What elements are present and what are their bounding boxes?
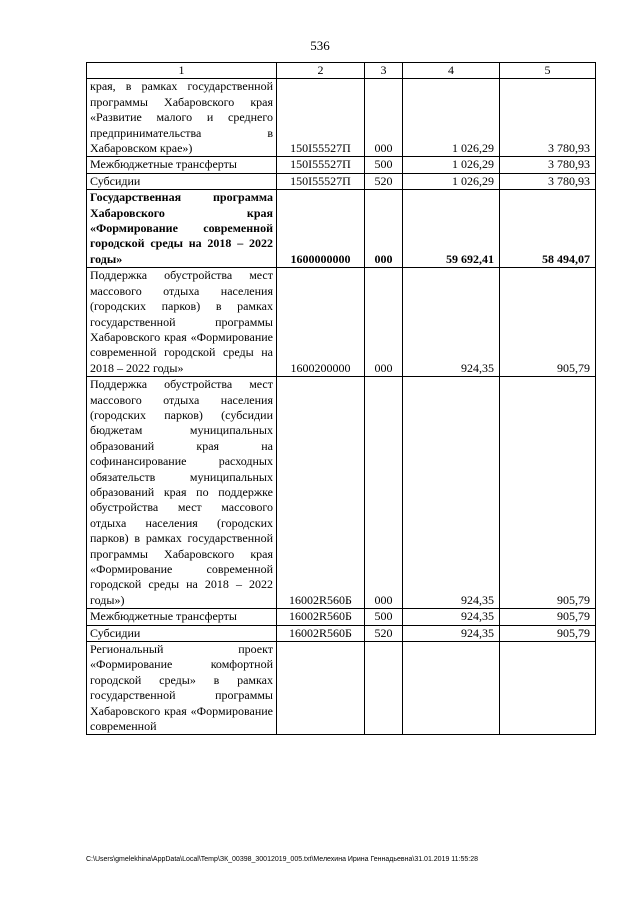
header-cell-3: 3 (365, 63, 403, 79)
row-name-text: Межбюджетные трансферты (90, 157, 237, 172)
row-value-2020-cell: 3 780,93 (500, 79, 596, 157)
row-type-cell: 520 (365, 625, 403, 641)
row-name-cell (87, 157, 277, 173)
row-value-2020-cell (500, 642, 596, 735)
row-name-cell (87, 173, 277, 189)
row-value-2019-cell: 924,35 (403, 609, 500, 625)
row-name-cell (87, 268, 277, 377)
row-value-2019-cell: 1 026,29 (403, 157, 500, 173)
header-cell-5: 5 (500, 63, 596, 79)
row-name-text: Субсидии (90, 625, 141, 640)
row-code-cell: 1600000000 (277, 190, 365, 268)
table-row (87, 609, 596, 625)
page-number: 536 (310, 38, 330, 53)
row-code-cell: 150I55527П (277, 173, 365, 189)
row-type-cell: 000 (365, 268, 403, 377)
row-value-2020-cell: 905,79 (500, 268, 596, 377)
row-name-cell (87, 377, 277, 609)
row-code-cell (277, 642, 365, 735)
row-name-text: Региональный проект «Формирование комфортной городской среды» в рамках государственной программы Хабаровского края «Формирование современной (90, 642, 273, 734)
row-value-2019-cell: 924,35 (403, 377, 500, 609)
row-name-text: Поддержка обустройства мест массового отдыха населения (городских парков) (субсидии бюджетам муниципальных образований края на софинансирование расходных обязательств муниципальных образований края по поддержке обустройства мест массового отдыха населения (городских парков) в рамках государственной программы Хабаровского края «Формирование современной городской среды на 2018 – 2022 годы») (90, 377, 273, 607)
row-value-2020-cell: 905,79 (500, 377, 596, 609)
row-name-text: Государственная программа Хабаровского края «Формирование современной городской среды на 2018 – 2022 годы» (90, 190, 273, 266)
row-value-2020-cell: 3 780,93 (500, 173, 596, 189)
row-code-cell: 16002R560Б (277, 625, 365, 641)
row-code-cell: 16002R560Б (277, 609, 365, 625)
row-value-2019-cell: 924,35 (403, 268, 500, 377)
row-name-cell (87, 642, 277, 735)
table-row (87, 642, 596, 735)
table-row (87, 625, 596, 641)
row-type-cell: 520 (365, 173, 403, 189)
row-code-cell: 16002R560Б (277, 377, 365, 609)
row-name-text: Межбюджетные трансферты (90, 609, 237, 624)
row-name-text: края, в рамках государственной программы Хабаровского края «Развитие малого и среднего предпринимательства в Хабаровском крае») (90, 79, 273, 156)
table-row (87, 268, 596, 377)
row-name-cell (87, 625, 277, 641)
row-type-cell: 500 (365, 609, 403, 625)
row-type-cell: 000 (365, 190, 403, 268)
header-cell-2: 2 (277, 63, 365, 79)
row-name-cell (87, 190, 277, 268)
row-name-text: Поддержка обустройства мест массового отдыха населения (городских парков) в рамках государственной программы Хабаровского края «Формирование современной городской среды на 2018 – 2022 годы» (90, 268, 273, 375)
file-path-footer: C:\Users\gmelekhina\AppData\Local\Temp\ЗК_00398_30012019_005.txt\Мелехина Ирина Геннадьевна\31.01.2019 11:55:28 (86, 856, 479, 863)
row-type-cell: 000 (365, 79, 403, 157)
row-value-2019-cell: 1 026,29 (403, 173, 500, 189)
header-cell-4: 4 (403, 63, 500, 79)
table-row (87, 377, 596, 609)
table-row (87, 157, 596, 173)
row-value-2019-cell (403, 642, 500, 735)
header-cell-1: 1 (87, 63, 277, 79)
table-header-row (87, 63, 596, 79)
row-value-2020-cell: 3 780,93 (500, 157, 596, 173)
budget-table (86, 62, 596, 735)
table-row (87, 173, 596, 189)
row-value-2020-cell: 905,79 (500, 625, 596, 641)
row-value-2019-cell: 59 692,41 (403, 190, 500, 268)
row-value-2019-cell: 924,35 (403, 625, 500, 641)
row-value-2019-cell: 1 026,29 (403, 79, 500, 157)
row-value-2020-cell: 58 494,07 (500, 190, 596, 268)
row-code-cell: 150I55527П (277, 157, 365, 173)
table-row (87, 79, 596, 157)
row-name-cell (87, 79, 277, 157)
table-row (87, 190, 596, 268)
row-code-cell: 150I55527П (277, 79, 365, 157)
row-name-cell (87, 609, 277, 625)
row-type-cell: 500 (365, 157, 403, 173)
row-type-cell (365, 642, 403, 735)
row-value-2020-cell: 905,79 (500, 609, 596, 625)
row-code-cell: 1600200000 (277, 268, 365, 377)
row-name-text: Субсидии (90, 173, 141, 188)
row-type-cell: 000 (365, 377, 403, 609)
